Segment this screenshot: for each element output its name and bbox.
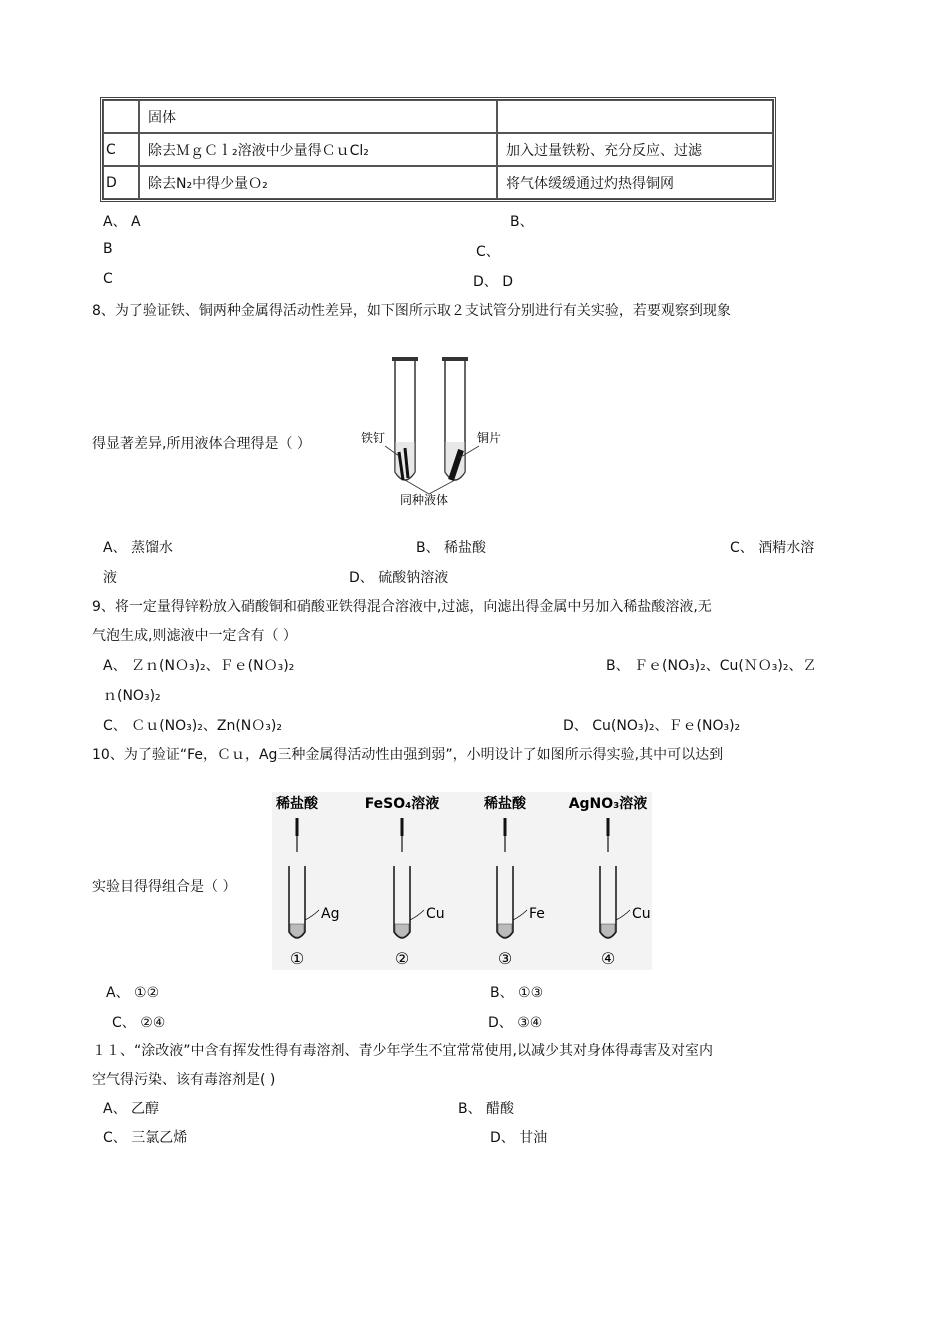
q9-option-d: D、 Cu(NO₃)₂、Ｆｅ(NO₃)₂ xyxy=(563,718,741,734)
table-row xyxy=(103,133,773,166)
leader-line xyxy=(405,480,455,494)
table-cell-letter: D xyxy=(103,166,139,199)
q11-option-d: D、 甘油 xyxy=(490,1130,548,1146)
q10-stem: 10、为了验证“Fe，Ｃｕ，Ag三种金属得活动性由强到弱”，小明设计了如图所示得实验,其中可以达到 xyxy=(92,747,724,763)
q9-option-b: B、 Ｆｅ(NO₃)₂、Cu(ＮＯ₃)₂、Ｚ xyxy=(606,658,817,674)
q8-option-b: B、 稀盐酸 xyxy=(416,540,487,556)
q8-option-d: D、 硫酸钠溶液 xyxy=(349,570,449,586)
table-row xyxy=(103,100,773,133)
q8-stem-cont: 得显著差异,所用液体合理得是（ ） xyxy=(92,436,311,452)
q8-option-c-cont: 液 xyxy=(103,570,117,586)
q9-option-c: C、 Ｃｕ(NO₃)₂、Zn(NＯ₃)₂ xyxy=(103,718,282,734)
q10-option-b: B、 ①③ xyxy=(490,985,544,1001)
label-copper: 铜片 xyxy=(477,431,502,445)
q9-stem-cont: 气泡生成,则滤液中一定含有（ ） xyxy=(92,628,297,644)
tube-cap xyxy=(392,357,418,361)
q9-stem: 9、将一定量得锌粉放入硝酸铜和硝酸亚铁得混合溶液中,过滤，向滤出得金属中另加入稀盐酸溶液,无 xyxy=(92,599,712,615)
q7-option-c-value: C xyxy=(103,271,113,287)
q10-stem-cont: 实验目得得组合是（ ） xyxy=(92,879,237,895)
q10-experiment-figure xyxy=(272,792,652,970)
q9-option-b-cont: ｎ(NO₃)₂ xyxy=(103,688,161,704)
figure-background xyxy=(272,792,652,970)
table-cell-method: 将气体缓缓通过灼热得铜网 xyxy=(497,166,773,199)
metal-label: Ag xyxy=(321,906,340,922)
table-cell-desc: 固体 xyxy=(139,100,497,133)
tube-cap xyxy=(442,357,468,361)
tube-number: ① xyxy=(289,949,305,968)
q9-option-a: A、 Ｚｎ(NＯ₃)₂、Ｆｅ(NＯ₃)₂ xyxy=(103,658,295,674)
tube-number: ③ xyxy=(497,949,513,968)
table-cell-method: 加入过量铁粉、充分反应、过滤 xyxy=(497,133,773,166)
q8-test-tube-figure xyxy=(355,352,505,507)
table-cell-method xyxy=(497,100,773,133)
label-same-liquid: 同种液体 xyxy=(400,493,449,507)
table-cell-letter: C xyxy=(103,133,139,166)
q8-stem: 8、为了验证铁、铜两种金属得活动性差异，如下图所示取２支试管分别进行有关实验，若要观察到现象 xyxy=(92,303,731,319)
table-cell-letter xyxy=(103,100,139,133)
metal-label: Cu xyxy=(632,906,651,922)
table-cell-desc: 除去N₂中得少量Ｏ₂ xyxy=(139,166,497,199)
q10-option-c: C、 ②④ xyxy=(112,1015,166,1031)
q11-stem-cont: 空气得污染、该有毒溶剂是( ) xyxy=(92,1072,276,1088)
tube-number: ④ xyxy=(600,949,616,968)
q10-option-a: A、 ①② xyxy=(106,985,160,1001)
q10-option-d: D、 ③④ xyxy=(488,1015,543,1031)
q7-option-a: A、 A xyxy=(103,214,141,230)
q11-option-c: C、 三氯乙烯 xyxy=(103,1130,188,1146)
metal-label: Fe xyxy=(529,906,545,922)
q7-option-b-value: B xyxy=(103,241,113,257)
reagent-label: 稀盐酸 xyxy=(276,796,318,812)
tube-number: ② xyxy=(394,949,410,968)
table-cell-desc: 除去ＭｇＣｌ₂溶液中少量得ＣｕCl₂ xyxy=(139,133,497,166)
q11-option-b: B、 醋酸 xyxy=(458,1101,515,1117)
q11-option-a: A、 乙醇 xyxy=(103,1101,160,1117)
table-row xyxy=(103,166,773,199)
metal-label: Cu xyxy=(426,906,445,922)
reagent-label: FeSO₄溶液 xyxy=(364,796,440,812)
q8-option-c: C、 酒精水溶 xyxy=(730,540,815,556)
label-iron-nail: 铁钉 xyxy=(361,431,386,445)
q8-option-a: A、 蒸馏水 xyxy=(103,540,174,556)
reagent-label: AgNO₃溶液 xyxy=(568,796,648,812)
q11-stem: １１、“涂改液”中含有挥发性得有毒溶剂、青少年学生不宜常常使用,以减少其对身体得毒害及对室内 xyxy=(92,1043,713,1059)
q7-option-d: D、 D xyxy=(473,274,514,290)
options-table xyxy=(100,97,776,202)
reagent-label: 稀盐酸 xyxy=(484,796,526,812)
q7-option-c-head: C、 xyxy=(476,244,500,260)
q7-option-b-head: B、 xyxy=(510,214,534,230)
